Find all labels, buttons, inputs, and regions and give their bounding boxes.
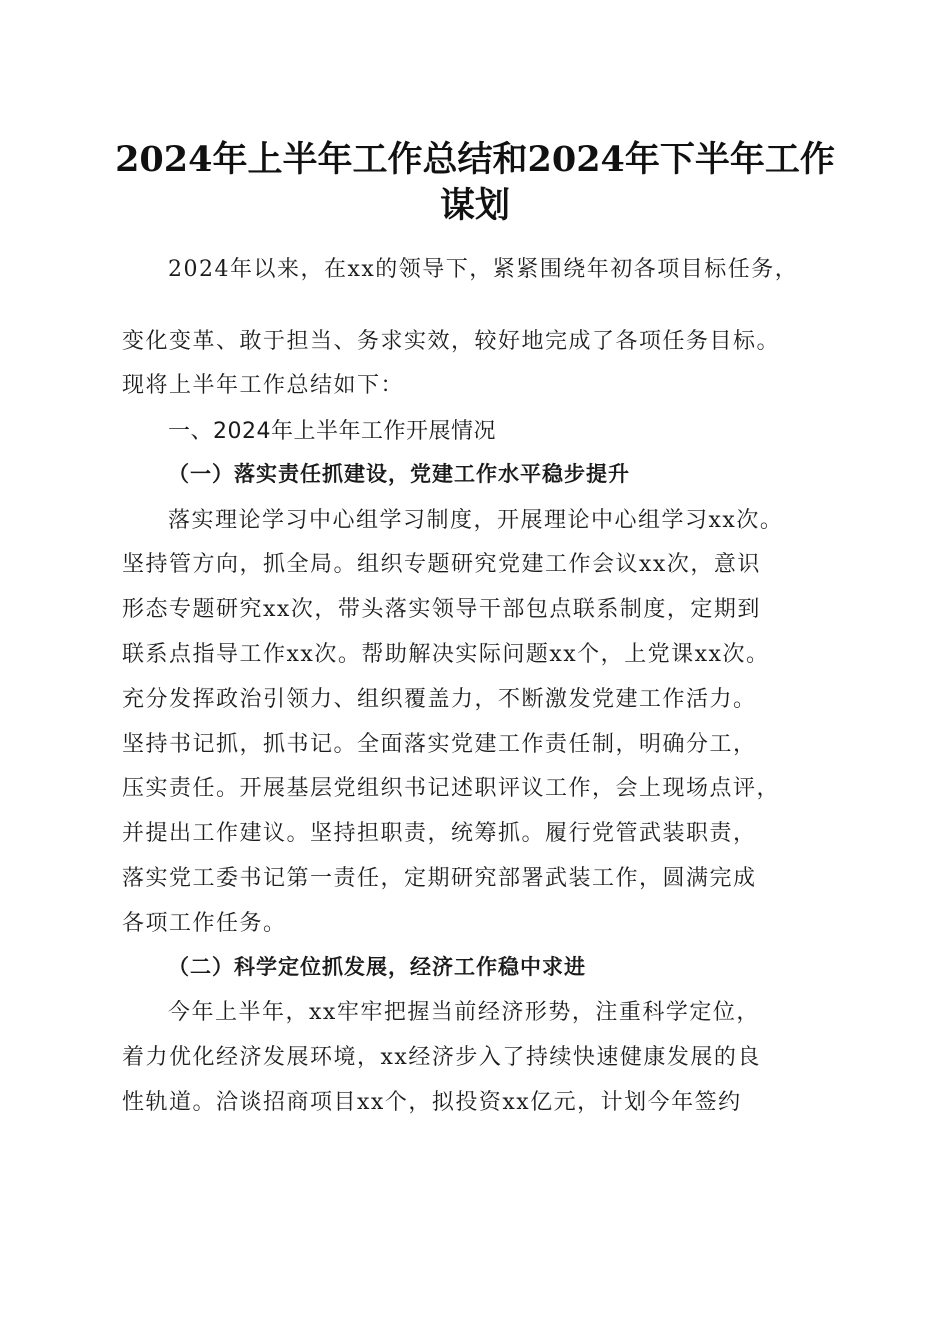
- paragraph-line: 落实党工委书记第一责任，定期研究部署武装工作，圆满完成: [122, 866, 757, 891]
- section-heading: 一、2024年上半年工作开展情况: [168, 419, 496, 444]
- intro-line: 2024年以来，在xx的领导下，紧紧围绕年初各项目标任务，: [168, 257, 799, 282]
- paragraph-line: 今年上半年，xx牢牢把握当前经济形势，注重科学定位，: [168, 1000, 760, 1025]
- paragraph-line: 落实理论学习中心组学习制度，开展理论中心组学习xx次。: [168, 508, 784, 533]
- intro-line: 现将上半年工作总结如下：: [122, 373, 405, 398]
- paragraph-line: 坚持书记抓，抓书记。全面落实党建工作责任制，明确分工，: [122, 732, 757, 757]
- paragraph-line: 各项工作任务。: [122, 911, 287, 936]
- subsection-heading: （二）科学定位抓发展，经济工作稳中求进: [168, 954, 586, 979]
- paragraph-line: 充分发挥政治引领力、组织覆盖力，不断激发党建工作活力。: [122, 687, 757, 712]
- paragraph-line: 并提出工作建议。坚持担职责，统筹抓。履行党管武装职责，: [122, 821, 757, 846]
- paragraph-line: 压实责任。开展基层党组织书记述职评议工作，会上现场点评，: [122, 776, 781, 801]
- document-title-line-2: 谋划: [439, 185, 510, 226]
- paragraph-line: 坚持管方向，抓全局。组织专题研究党建工作会议xx次，意识: [122, 552, 761, 577]
- paragraph-line: 联系点指导工作xx次。帮助解决实际问题xx个，上党课xx次。: [122, 642, 770, 667]
- intro-line: 变化变革、敢于担当、务求实效，较好地完成了各项任务目标。: [122, 329, 781, 354]
- paragraph-line: 形态专题研究xx次，带头落实领导干部包点联系制度，定期到: [122, 597, 761, 622]
- document-title-line-1: 2024年上半年工作总结和2024年下半年工作: [115, 139, 835, 180]
- paragraph-line: 着力优化经济发展环境，xx经济步入了持续快速健康发展的良: [122, 1045, 761, 1070]
- paragraph-line: 性轨道。洽谈招商项目xx个，拟投资xx亿元，计划今年签约: [122, 1090, 742, 1115]
- subsection-heading: （一）落实责任抓建设，党建工作水平稳步提升: [168, 461, 630, 486]
